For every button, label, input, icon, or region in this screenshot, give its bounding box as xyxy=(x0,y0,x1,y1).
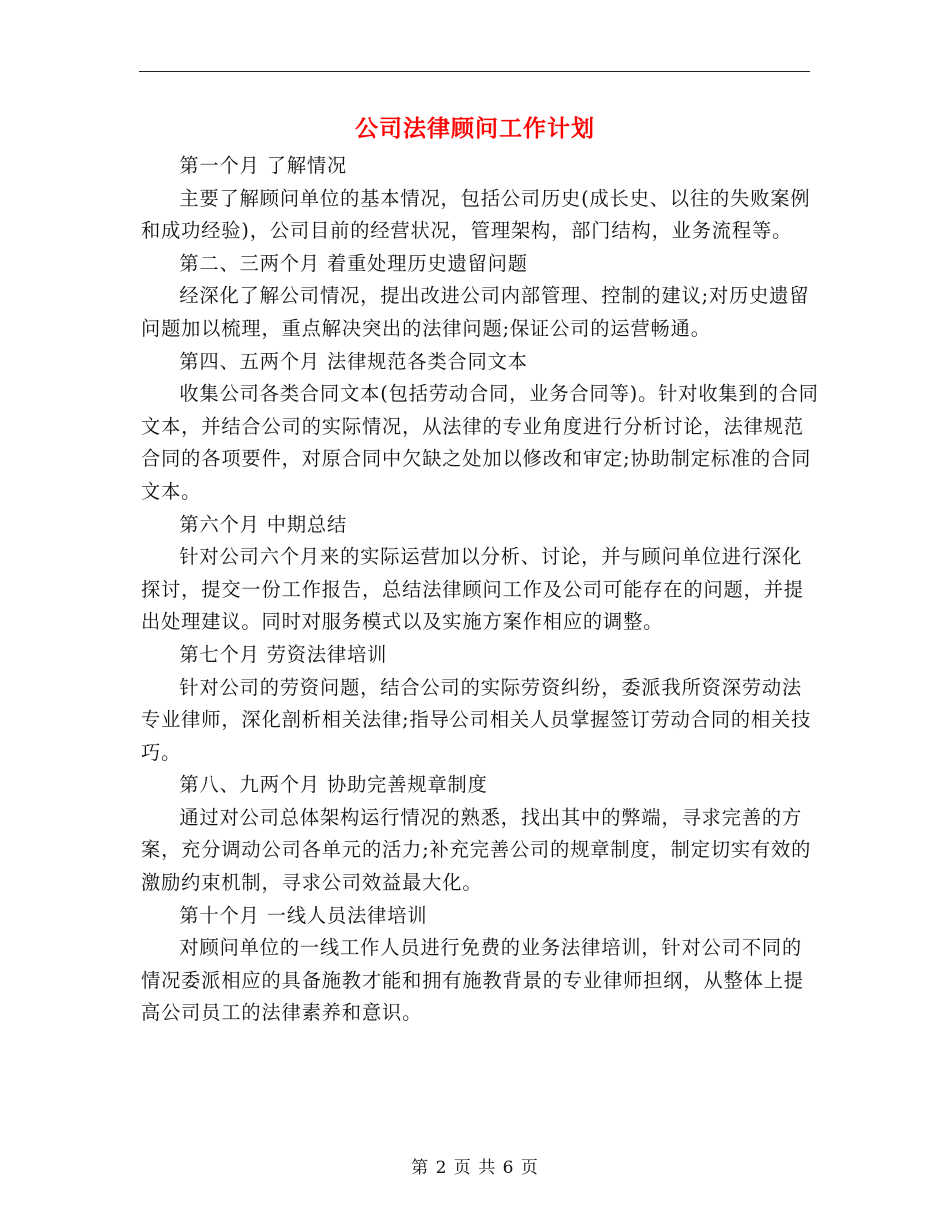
page-number-footer xyxy=(0,1153,950,1178)
paragraph: 对顾问单位的一线工作人员进行免费的业务法律培训，针对公司不同的情况委派相应的具备施教才能和拥有施教背景的专业律师担纲，从整体上提高公司员工的法律素养和意识。 xyxy=(141,936,804,1025)
section-heading-month-10: 第十个月 一线人员法律培训 xyxy=(179,903,428,927)
paragraph: 收集公司各类合同文本(包括劳动合同，业务合同等)。针对收集到的合同文本，并结合公司的实际情况，从法律的专业角度进行分析讨论，法律规范合同的各项要件，对原合同中欠缺之处加以修改和审定;协助制定标准的合同文本。 xyxy=(141,382,819,503)
paragraph: 针对公司六个月来的实际运营加以分析、讨论，并与顾问单位进行深化探讨，提交一份工作报告，总结法律顾问工作及公司可能存在的问题，并提出处理建议。同时对服务模式以及实施方案作相应的调整。 xyxy=(141,545,804,634)
page-number: 第 2 页 共 6 页 xyxy=(411,1158,539,1178)
section-heading-month-1: 第一个月 了解情况 xyxy=(179,154,348,177)
section-heading-month-2-3: 第二、三两个月 着重处理历史遗留问题 xyxy=(179,251,528,275)
paragraph: 通过对公司总体架构运行情况的熟悉，找出其中的弊端，寻求完善的方案，充分调动公司各单元的活力;补充完善公司的规章制度，制定切实有效的激励约束机制，寻求公司效益最大化。 xyxy=(141,805,812,895)
section-heading-month-8-9: 第八、九两个月 协助完善规章制度 xyxy=(179,773,488,797)
paragraph: 主要了解顾问单位的基本情况，包括公司历史(成长史、以往的失败案例和成功经验)，公司目前的经营状况，管理架构，部门结构，业务流程等。 xyxy=(141,186,811,243)
paragraph: 经深化了解公司情况，提出改进公司内部管理、控制的建议;对历史遗留问题加以梳理，重点解决突出的法律问题;保证公司的运营畅通。 xyxy=(141,284,810,340)
header-rule xyxy=(139,71,810,72)
section-heading-month-4-5: 第四、五两个月 法律规范各类合同文本 xyxy=(179,349,528,373)
section-heading-month-7: 第七个月 劳资法律培训 xyxy=(179,642,388,666)
document-body xyxy=(141,150,821,1030)
section-heading-month-6: 第六个月 中期总结 xyxy=(179,512,348,536)
paragraph: 针对公司的劳资问题，结合公司的实际劳资纠纷，委派我所资深劳动法专业律师，深化剖析相关法律;指导公司相关人员掌握签订劳动合同的相关技巧。 xyxy=(141,675,812,764)
document-title: 公司法律顾问工作计划 xyxy=(355,115,595,142)
